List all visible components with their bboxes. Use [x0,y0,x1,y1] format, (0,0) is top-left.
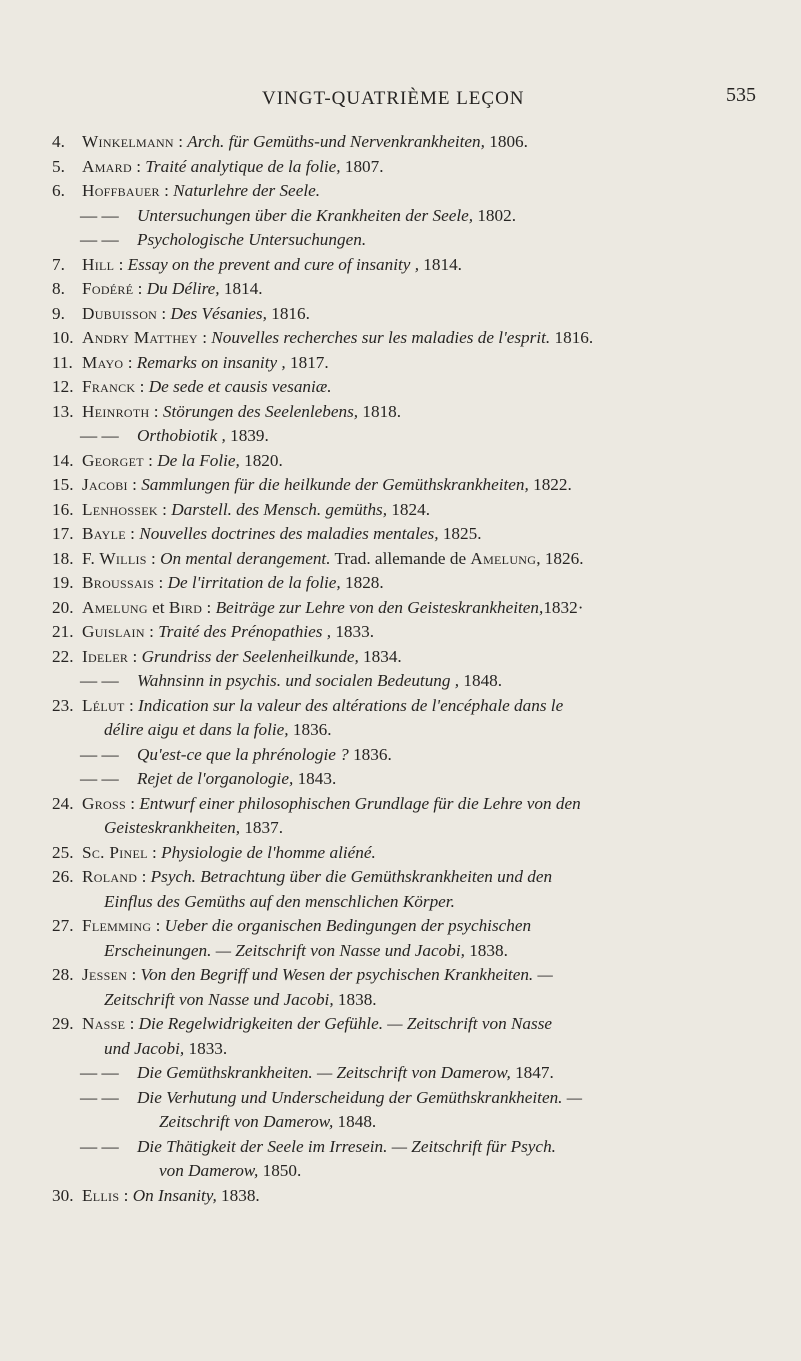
entry-separator: : [125,1014,139,1033]
entry-author: Gross [82,793,126,813]
entry-title: Beiträge zur Lehre von den Geisteskrankheiten, [215,597,544,617]
bibliography-entry [52,669,787,694]
entry-title: Die Verhutung und Underscheidung der Gemüthskrankheiten. — [137,1087,583,1107]
entry-continuation [82,1037,787,1062]
entry-details: 1833. [331,622,374,641]
entry-title: Physiologie de l'homme aliéné. [161,842,376,862]
entry-details: 1825. [438,524,482,543]
bibliography-entry [52,596,787,621]
entry-number: 16. [52,499,74,519]
bibliography-entry [52,645,787,670]
entry-title: Zeitschrift von Nasse und Jacobi, [104,989,334,1009]
bibliography-entry [52,792,787,841]
bibliography-entry [52,1135,787,1184]
entry-text [82,400,787,425]
entry-text [137,204,787,229]
entry-separator: : [133,279,147,298]
bibliography-entry [52,1012,787,1061]
bibliography-entry [52,620,787,645]
entry-title: De la Folie, [157,450,240,470]
entry-details: 1847. [510,1063,554,1082]
entry-author: Lélut [82,695,125,715]
entry-author: F. Willis [82,548,147,568]
entry-title: Sammlungen für die heilkunde der Gemüthskrankheiten, [141,475,529,494]
entry-continuation [137,1110,787,1135]
entry-number: 20. [52,597,74,617]
entry-separator: : [144,622,159,641]
entry-separator: : [119,1185,133,1205]
entry-title: On mental derangement. [160,548,331,568]
entry-number: 21. [52,622,74,641]
entry-text [82,130,787,155]
entry-author: Flemming [82,916,152,935]
bibliography-entry [52,228,787,253]
bibliography-entry [52,1184,787,1209]
entry-text [82,498,787,523]
entry-number: 13. [52,401,74,421]
entry-text [137,743,787,768]
entry-details: 1843. [293,769,337,788]
entry-title: Erscheinungen. — Zeitschrift von Nasse und Jacobi, [104,940,465,960]
entry-separator: : [157,499,172,519]
entry-number: 9. [52,303,65,323]
entry-number: 7. [52,254,65,274]
entry-details: 1848. [459,671,503,690]
entry-separator: : [147,842,162,862]
entry-ditto: — — [80,1136,119,1156]
bibliography-entry [52,130,787,155]
entry-number: 5. [52,156,65,176]
entry-number: 25. [52,842,74,862]
bibliography-list [52,130,787,1208]
entry-author: Heinroth [82,401,150,421]
entry-ditto: — — [80,744,119,764]
entry-separator: : [114,254,128,274]
bibliography-entry [52,767,787,792]
entry-author: Amard [82,156,132,176]
entry-title: De l'irritation de la folie, [167,573,341,592]
entry-title: On Insanity, [132,1185,217,1205]
entry-details: 1814. [219,279,263,298]
entry-author: Hoffbauer [82,181,160,200]
entry-title: Du Délire, [146,279,220,298]
entry-title: Geisteskrankheiten, [104,818,241,837]
entry-ditto: — — [80,769,119,788]
entry-title: Arch. für Gemüths-und Nervenkrankheiten, [187,132,485,151]
entry-text [82,449,787,474]
entry-number: 24. [52,793,74,813]
entry-details: 1850. [258,1161,302,1180]
entry-title: Traité analytique de la folie, [145,156,341,176]
bibliography-entry [52,302,787,327]
entry-number: 4. [52,132,65,151]
bibliography-entry [52,424,787,449]
entry-continuation [82,939,787,964]
entry-title: Qu'est-ce que la phrénologie ? [137,744,349,764]
entry-text [82,841,787,866]
entry-title: Traité des Prénopathies , [158,622,332,641]
entry-author: Georget [82,450,144,470]
entry-title: Naturlehre der Seele. [173,181,321,200]
entry-author: Fodéré [82,279,134,298]
entry-separator: : [154,573,168,592]
entry-title: De sede et causis vesaniæ. [148,377,332,396]
entry-details: 1848. [333,1112,377,1131]
entry-details: 1807. [340,156,384,176]
running-head [0,84,801,118]
entry-text [82,302,787,327]
entry-details: 1822. [528,475,572,494]
entry-text [137,767,787,792]
bibliography-entry [52,155,787,180]
entry-number: 29. [52,1014,74,1033]
entry-text [82,179,787,204]
entry-title: Einflus des Gemüths auf den menschlichen Körper. [104,891,455,911]
entry-author: Jessen [82,965,128,984]
entry-details: 1839. [225,426,269,445]
entry-title: Des Vésanies, [170,303,267,323]
entry-author: Andry Matthey [82,328,198,347]
bibliography-entry [52,375,787,400]
entry-title: Zeitschrift von Damerow, [159,1112,334,1131]
entry-continuation [82,816,787,841]
entry-number: 28. [52,965,74,984]
entry-text [82,326,787,351]
entry-separator: : [137,867,151,886]
entry-text [82,375,787,400]
entry-text [82,596,787,621]
entry-separator: : [127,965,141,984]
entry-number: 30. [52,1185,74,1205]
entry-title: Die Thätigkeit der Seele im Irresein. — Zeitschrift für Psych. [137,1136,556,1156]
entry-title: Orthobiotik , [137,426,226,445]
bibliography-entry [52,351,787,376]
entry-text [137,424,787,449]
entry-details: 1834. [358,646,402,666]
entry-author: Nasse [82,1014,126,1033]
entry-text [82,522,787,547]
entry-title: Grundriss der Seelenheilkunde, [141,646,359,666]
entry-text [82,914,787,963]
entry-separator: : [202,597,216,617]
entry-details: 1817. [285,352,329,372]
entry-separator: et [147,597,169,617]
entry-title: Die Gemüthskrankheiten. — Zeitschrift von Damerow, [137,1063,511,1082]
entry-ditto: — — [80,205,119,225]
entry-number: 8. [52,279,65,298]
entry-author: Roland [82,867,138,886]
entry-details: , 1826. [536,548,584,568]
entry-author: Ellis [82,1185,120,1205]
entry-text [82,620,787,645]
entry-text [82,547,787,572]
bibliography-entry [52,865,787,914]
entry-text [82,865,787,914]
bibliography-entry [52,522,787,547]
entry-number: 15. [52,475,74,494]
entry-separator: : [125,524,140,543]
entry-title: und Jacobi, [104,1038,185,1058]
entry-number: 14. [52,450,74,470]
entry-text [137,1061,787,1086]
entry-separator: : [124,695,139,715]
entry-ditto: — — [80,1087,119,1107]
entry-author: Franck [82,377,136,396]
entry-author: Lenhossek [82,499,158,519]
entry-title: Remarks on insanity , [136,352,286,372]
entry-text [82,277,787,302]
entry-text [82,351,787,376]
entry-author: Bayle [82,524,126,543]
entry-number: 12. [52,377,74,396]
entry-title: Rejet de l'organologie, [137,769,294,788]
bibliography-entry [52,914,787,963]
entry-number: 18. [52,548,74,568]
entry-separator: : [143,450,158,470]
entry-author: Amelung [82,597,148,617]
entry-author: Mayo [82,352,124,372]
entry-number: 26. [52,867,74,886]
entry-title: Psychologische Untersuchungen. [137,230,367,249]
entry-details: 1828. [340,573,384,592]
bibliography-entry [52,1086,787,1135]
bibliography-entry [52,841,787,866]
entry-title: Darstell. des Mensch. gemüths, [171,499,388,519]
entry-separator: : [131,156,146,176]
entry-details: 1820. [239,450,283,470]
entry-text [82,645,787,670]
bibliography-entry [52,743,787,768]
bibliography-entry [52,547,787,572]
entry-details: 1816. [266,303,310,323]
bibliography-entry [52,694,787,743]
entry-number: 23. [52,695,74,715]
entry-text [82,792,787,841]
entry-separator: : [127,475,142,494]
entry-details: 1836. [288,720,332,739]
entry-details: 1838. [464,940,508,960]
entry-title: Untersuchungen über die Krankheiten der Seele, [137,205,474,225]
entry-ditto: — — [80,426,119,445]
entry-details: 1824. [387,499,430,519]
bibliography-entry [52,571,787,596]
entry-text [82,694,787,743]
entry-title: Von den Begriff und Wesen der psychischen Krankheiten. — [140,965,553,984]
entry-title: Psych. Betrachtung über die Gemüthskrankheiten und den [150,867,553,886]
entry-separator: : [197,328,212,347]
entry-details: 1833. [184,1038,228,1058]
entry-ditto: — — [80,230,119,249]
entry-title: Indication sur la valeur des altérations de l'encéphale dans le [138,695,564,715]
entry-text [137,1135,787,1184]
entry-separator: : [146,548,161,568]
entry-text [137,228,787,253]
entry-number: 19. [52,573,74,592]
bibliography-entry [52,1061,787,1086]
entry-number: 11. [52,352,73,372]
entry-ditto: — — [80,671,119,690]
entry-title: von Damerow, [159,1161,259,1180]
entry-details: 1818. [358,401,402,421]
entry-number: 6. [52,181,65,200]
entry-author: Jacobi [82,475,128,494]
bibliography-entry [52,253,787,278]
entry-ditto: — — [80,1063,119,1082]
bibliography-entry [52,179,787,204]
bibliography-entry [52,963,787,1012]
entry-separator: : [135,377,149,396]
entry-separator: : [149,401,163,421]
bibliography-entry [52,449,787,474]
entry-coauthor: Bird [168,597,203,617]
entry-text [82,571,787,596]
entry-title: Störungen des Seelenlebens, [162,401,359,421]
entry-text [82,1012,787,1061]
entry-continuation [137,1159,787,1184]
entry-text [82,473,787,498]
entry-author: Broussais [82,573,155,592]
entry-translator: Amelung [470,548,537,568]
bibliography-entry [52,204,787,229]
entry-author: Winkelmann [82,132,174,151]
entry-details: 1802. [473,205,516,225]
entry-details: 1838. [216,1185,260,1205]
entry-details: 1838. [333,989,377,1009]
entry-number: 22. [52,646,74,666]
entry-number: 27. [52,916,74,935]
entry-separator: : [123,352,137,372]
entry-separator: : [151,916,165,935]
entry-details: 1836. [348,744,392,764]
entry-details: 1832· [543,597,584,617]
entry-text [137,1086,787,1135]
entry-author: Hill [82,254,115,274]
entry-separator: : [125,793,140,813]
entry-author: Ideler [82,646,129,666]
entry-title: délire aigu et dans la folie, [104,720,289,739]
entry-author: Sc. Pinel [82,842,148,862]
entry-number: 17. [52,524,74,543]
entry-separator: : [173,132,188,151]
entry-text [82,155,787,180]
entry-details: 1814. [419,254,462,274]
entry-author: Guislain [82,622,145,641]
entry-details: 1816. [550,328,594,347]
bibliography-entry [52,473,787,498]
entry-details: 1806. [484,132,528,151]
entry-continuation [82,988,787,1013]
running-title: VINGT-QUATRIÈME LEÇON [262,88,525,109]
entry-details: 1837. [240,818,283,837]
entry-separator: : [157,303,171,323]
entry-text [82,1184,787,1209]
entry-separator: : [128,646,142,666]
entry-number: 10. [52,328,74,347]
entry-title: Entwurf einer philosophischen Grundlage für die Lehre von den [139,793,581,813]
bibliography-entry [52,326,787,351]
entry-text [82,253,787,278]
entry-title: Nouvelles doctrines des maladies mentales, [139,524,439,543]
entry-text [82,963,787,1012]
entry-text [137,669,787,694]
entry-title: Die Regelwidrigkeiten der Gefühle. — Zeitschrift von Nasse [138,1014,553,1033]
page-number: 535 [726,84,756,106]
entry-title: Nouvelles recherches sur les maladies de l'esprit. [211,328,551,347]
bibliography-entry [52,498,787,523]
entry-continuation [82,718,787,743]
entry-details: Trad. allemande de [330,548,471,568]
entry-title: Wahnsinn in psychis. und socialen Bedeutung , [137,671,460,690]
entry-continuation [82,890,787,915]
entry-title: Essay on the prevent and cure of insanity , [127,254,419,274]
bibliography-entry [52,400,787,425]
entry-title: Ueber die organischen Bedingungen der psychischen [164,916,532,935]
entry-author: Dubuisson [82,303,158,323]
bibliography-entry [52,277,787,302]
entry-separator: : [159,181,174,200]
